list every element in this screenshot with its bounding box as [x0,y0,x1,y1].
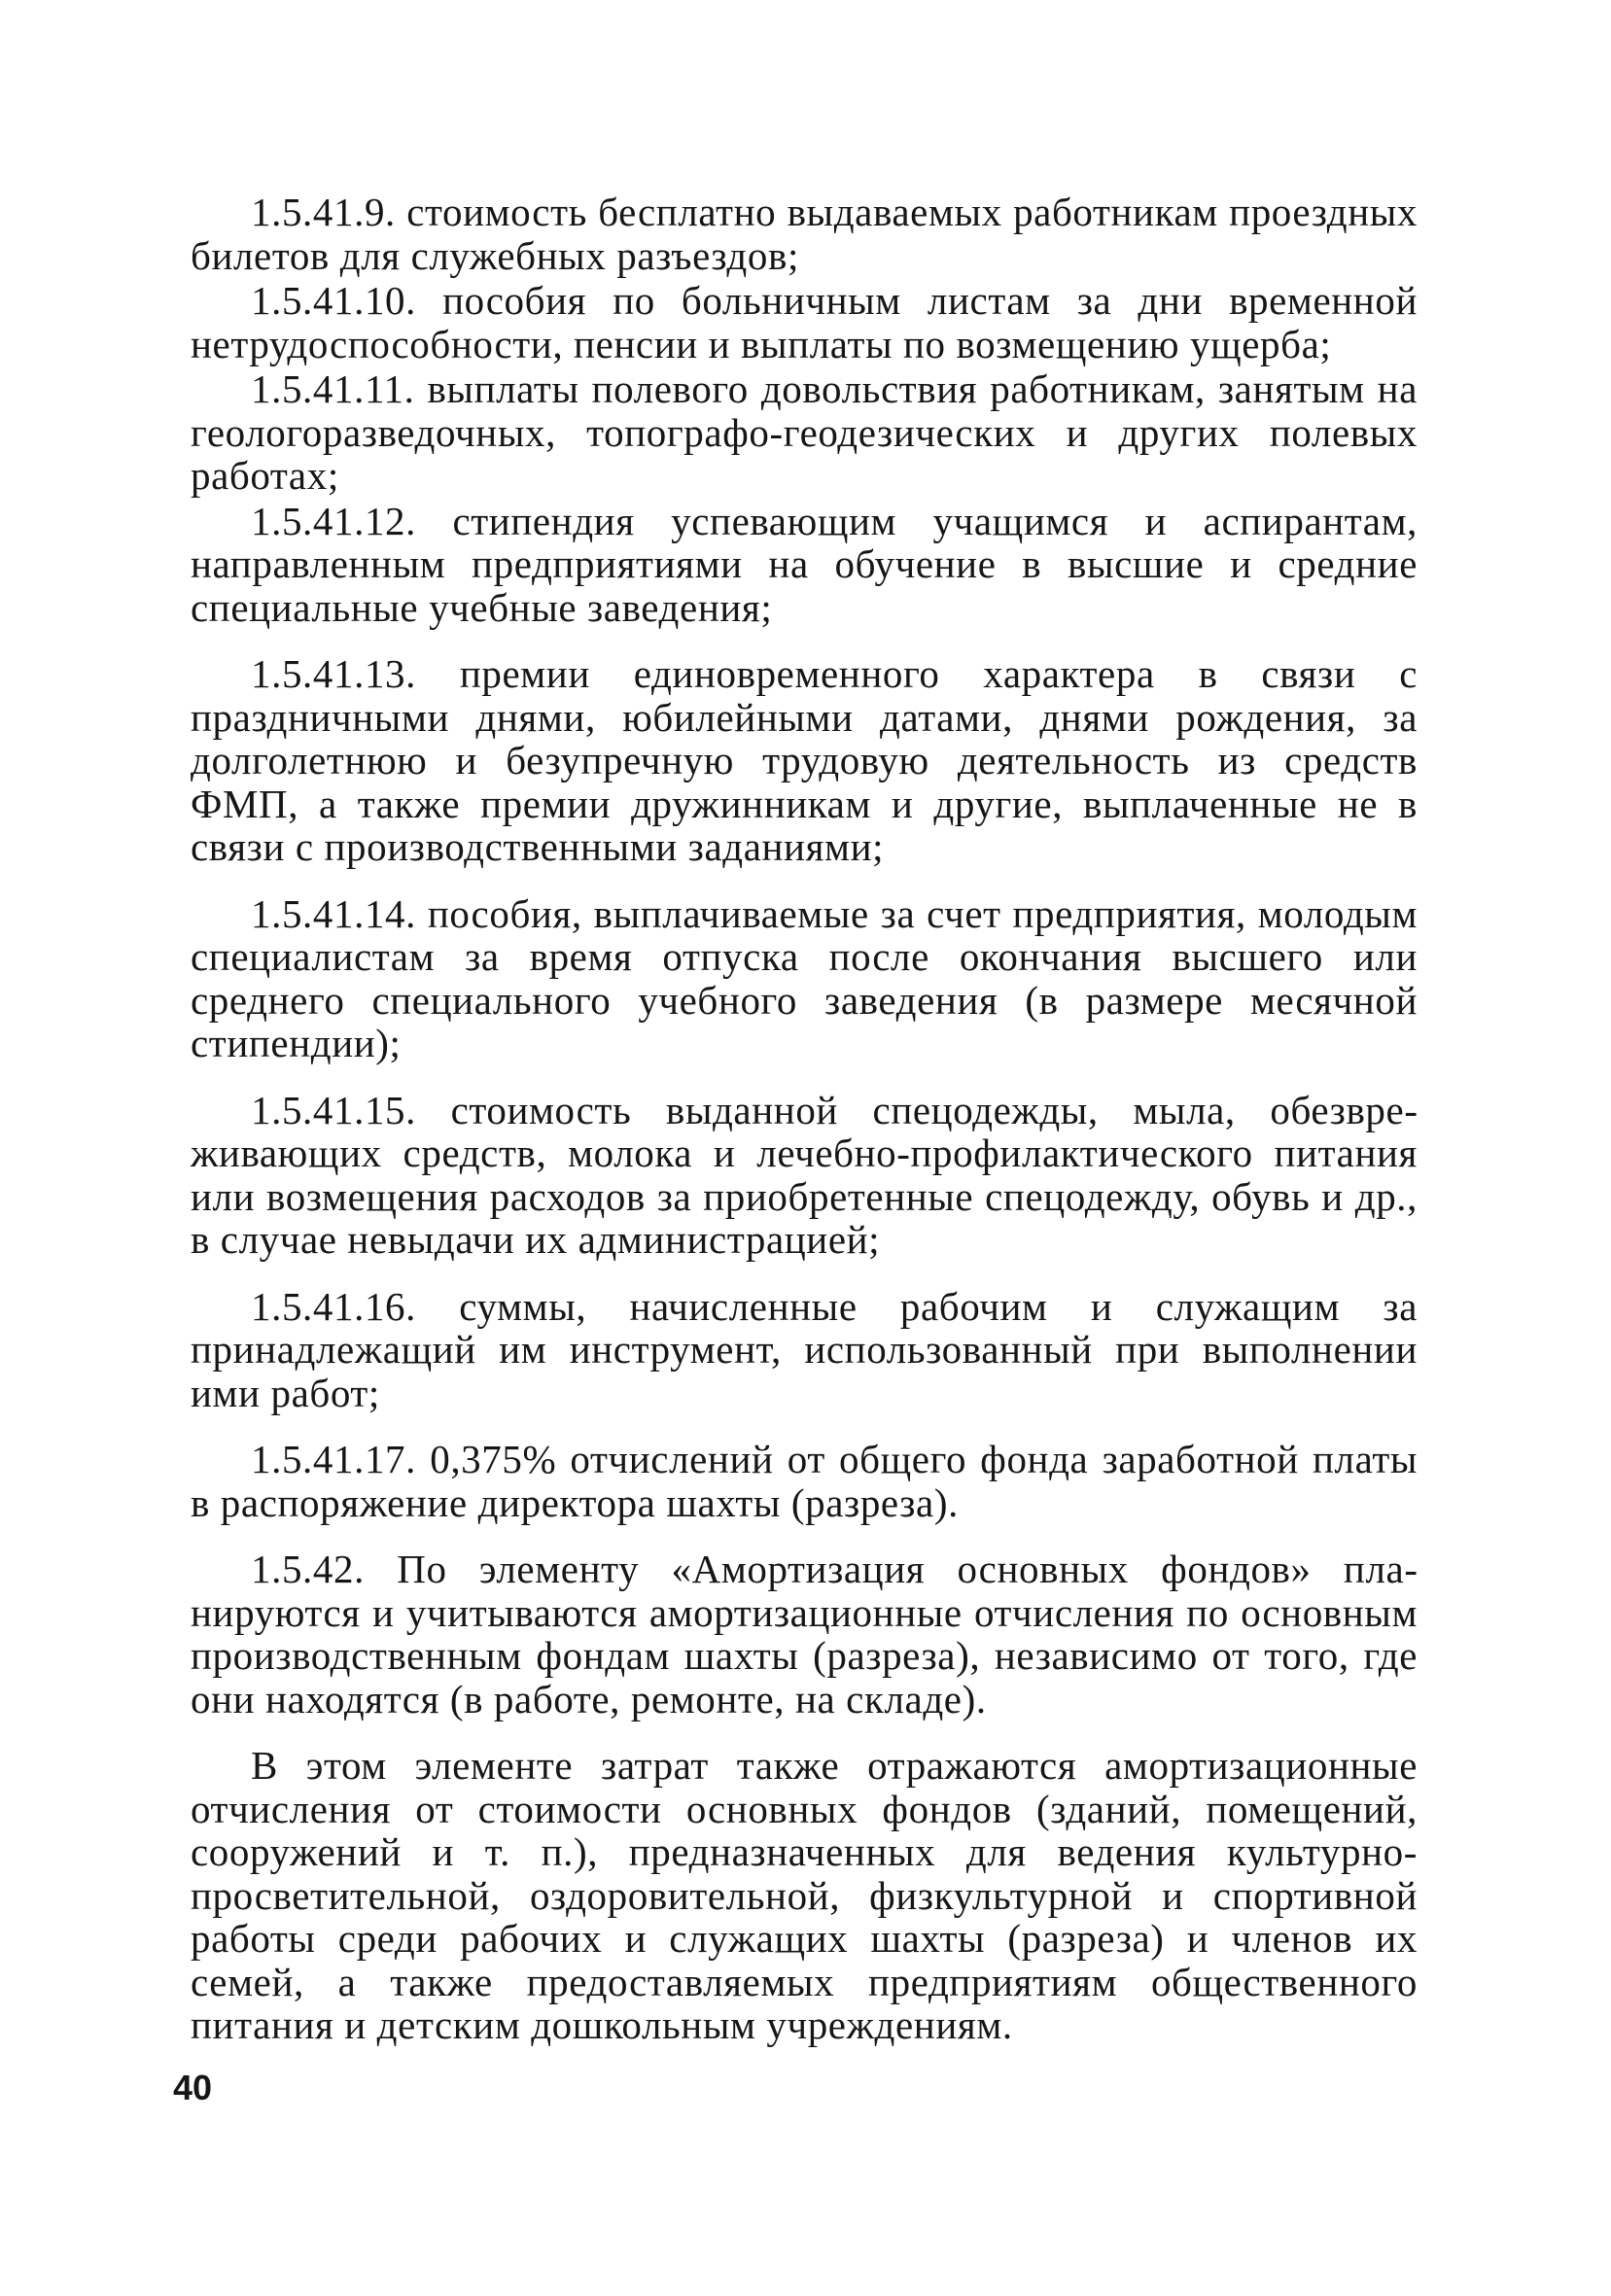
paragraph-1-5-41-13: 1.5.41.13. премии единовременного характера в связи с праздничными днями, юбилейными датами, днями рождения, за долголетнюю и безупречную трудовую деятельность из средств ФМП, а также премии дружинникам и другие, выплаченные не в связи с производственными заданиями; [191,651,1418,869]
page-number: 40 [173,2068,213,2107]
paragraph-1-5-41-11: 1.5.41.11. выплаты полевого довольствия работникам, занятым на геологоразведочных, топографо-геодезических и других полевых работах; [191,366,1418,498]
paragraph-amortization-note: В этом элементе затрат также отражаются амортизационные отчисления от стоимости основных фондов (зданий, помещений, сооружений и т. п.), предназначенных для ведения культурно-просветительной, оздоровительной, физкультурной и спортивной работы среди рабочих и служащих шахты (разреза) и членов их семей, а также предоставляемых предприятиям общественного питания и детским дошкольным учреждениям. [191,1743,1418,2047]
paragraph-1-5-42: 1.5.42. По элементу «Амортизация основных фондов» планируются и учитываются амортизационные отчисления по основным производственным фондам шахты (разреза), независимо от того, где они находятся (в работе, ремонте, на складе). [191,1547,1418,1722]
paragraph-1-5-41-9: 1.5.41.9. стоимость бесплатно выдаваемых работникам проездных билетов для служебных разъездов; [191,190,1418,278]
paragraph-1-5-41-12: 1.5.41.12. стипендия успевающим учащимся и аспирантам, направленным предприятиями на обучение в высшие и средние специальные учебные заведения; [191,498,1418,630]
paragraph-1-5-41-17: 1.5.41.17. 0,375% отчислений от общего фонда заработной платы в распоряжение директора шахты (разреза). [191,1437,1418,1525]
paragraph-1-5-41-16: 1.5.41.16. суммы, начисленные рабочим и служащим за принадлежащий им инструмент, использованный при выполнении ими работ; [191,1283,1418,1415]
paragraph-1-5-41-10: 1.5.41.10. пособия по больничным листам за дни временной нетрудоспособности, пенсии и выплаты по возмещению ущерба; [191,278,1418,366]
document-page [191,191,1418,2049]
paragraph-1-5-41-15: 1.5.41.15. стоимость выданной спецодежды, мыла, обезвреживающих средств, молока и лечебно-профилактического питания или возмещения расходов за приобретенные спецодежду, обувь и др., в случае невыдачи их администрацией; [191,1087,1418,1262]
paragraph-1-5-41-14: 1.5.41.14. пособия, выплачиваемые за счет предприятия, молодым специалистам за время отпуска после окончания высшего или среднего специального учебного заведения (в размере месячной стипендии); [191,890,1418,1065]
